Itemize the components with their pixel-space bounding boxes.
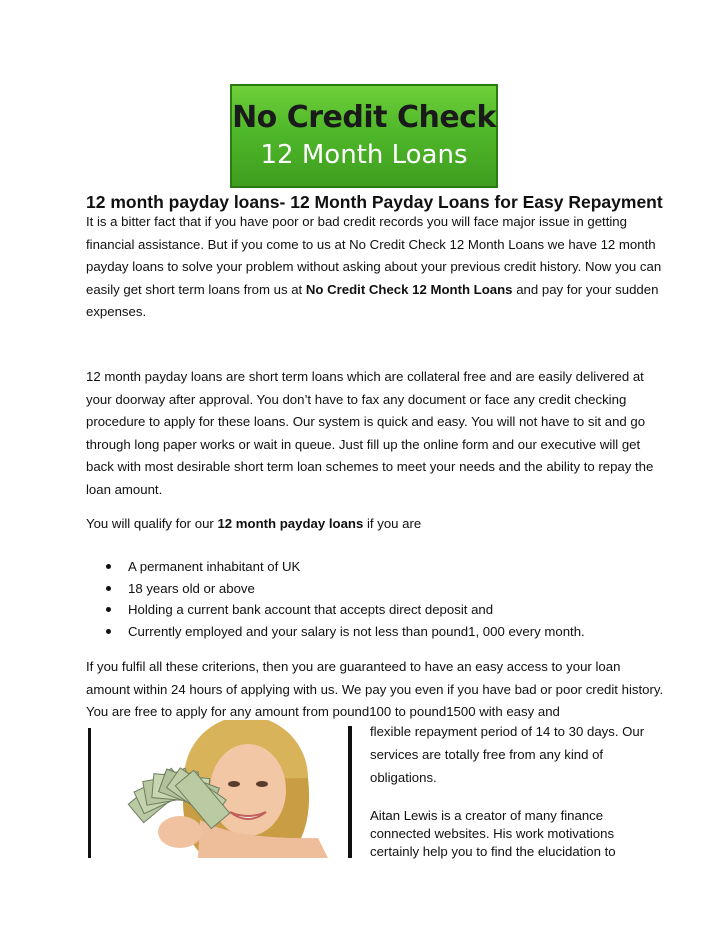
list-item [86,599,585,621]
brand-name-bold: No Credit Check 12 Month Loans [305,281,513,297]
logo-banner [230,84,498,188]
woman-with-money-photo [88,720,352,858]
list-item-text: A permanent inhabitant of UK [128,559,301,574]
paragraph-details: 12 month payday loans are short term loans which are collateral free and are easily delivered at your doorway after approval. You don’t have to fax any document or face any credit checking procedure to apply for these loans. Our system is quick and easy. You will not have to sit and go through long paper works or wait in queue. Just fill up the online form and our executive will get back with most desirable short term loan schemes to meet your needs and the ability to repay the loan amount. [86,369,654,497]
intro-text: It is a bitter fact that if you have poor or bad credit records you will face major issue in getting financial assistance. But if you come to us at No Credit Check 12 Month Loans we have 12 month payday loans to solve your problem without asking about your previous credit history. Now you can easily get short term loans from us at [86,214,662,297]
list-item [86,621,585,643]
list-item [86,578,585,600]
list-item-text: 18 years old or above [128,580,255,596]
bullet-icon [106,629,111,634]
bullet-icon [106,564,111,569]
logo-subtitle: 12 Month Loans [260,140,468,170]
paragraph-intro [86,211,666,324]
bullet-icon [106,586,111,591]
qualify-bold: 12 month payday loans [217,516,364,531]
list-item [86,556,585,578]
eligibility-list [86,556,585,642]
side-text-author: Aitan Lewis is a creator of many finance connected websites. His work motivations certainly help you to find the elucidation to [370,808,616,859]
article-heading: 12 month payday loans- 12 Month Payday Loans for Easy Repayment [86,192,663,212]
paragraph-qualify [86,513,666,536]
qualify-text: You will qualify for our [86,516,218,531]
paragraph-guarantee: If you fulfil all these criterions, then you are guaranteed to have an easy access to your loan amount within 24 hours of applying with us. We pay you even if you have bad or poor credit history. You are free to apply for any amount from pound100 to pound1500 with easy and [86,659,664,719]
intro-text-end: and pay for your sudden expenses. [86,281,659,319]
bullet-icon [106,607,111,612]
list-item-text: Holding a current bank account that accepts direct deposit and [128,602,494,617]
image-border-right [348,726,352,858]
list-item-text: Currently employed and your salary is not less than pound1, 000 every month. [128,623,585,639]
side-text-repayment: flexible repayment period of 14 to 30 days. Our services are totally free from any kind of obligations. [370,724,645,785]
logo-title: No Credit Check [232,100,496,135]
qualify-text-end: if you are [363,516,422,531]
woman-with-money-illustration [88,720,352,858]
